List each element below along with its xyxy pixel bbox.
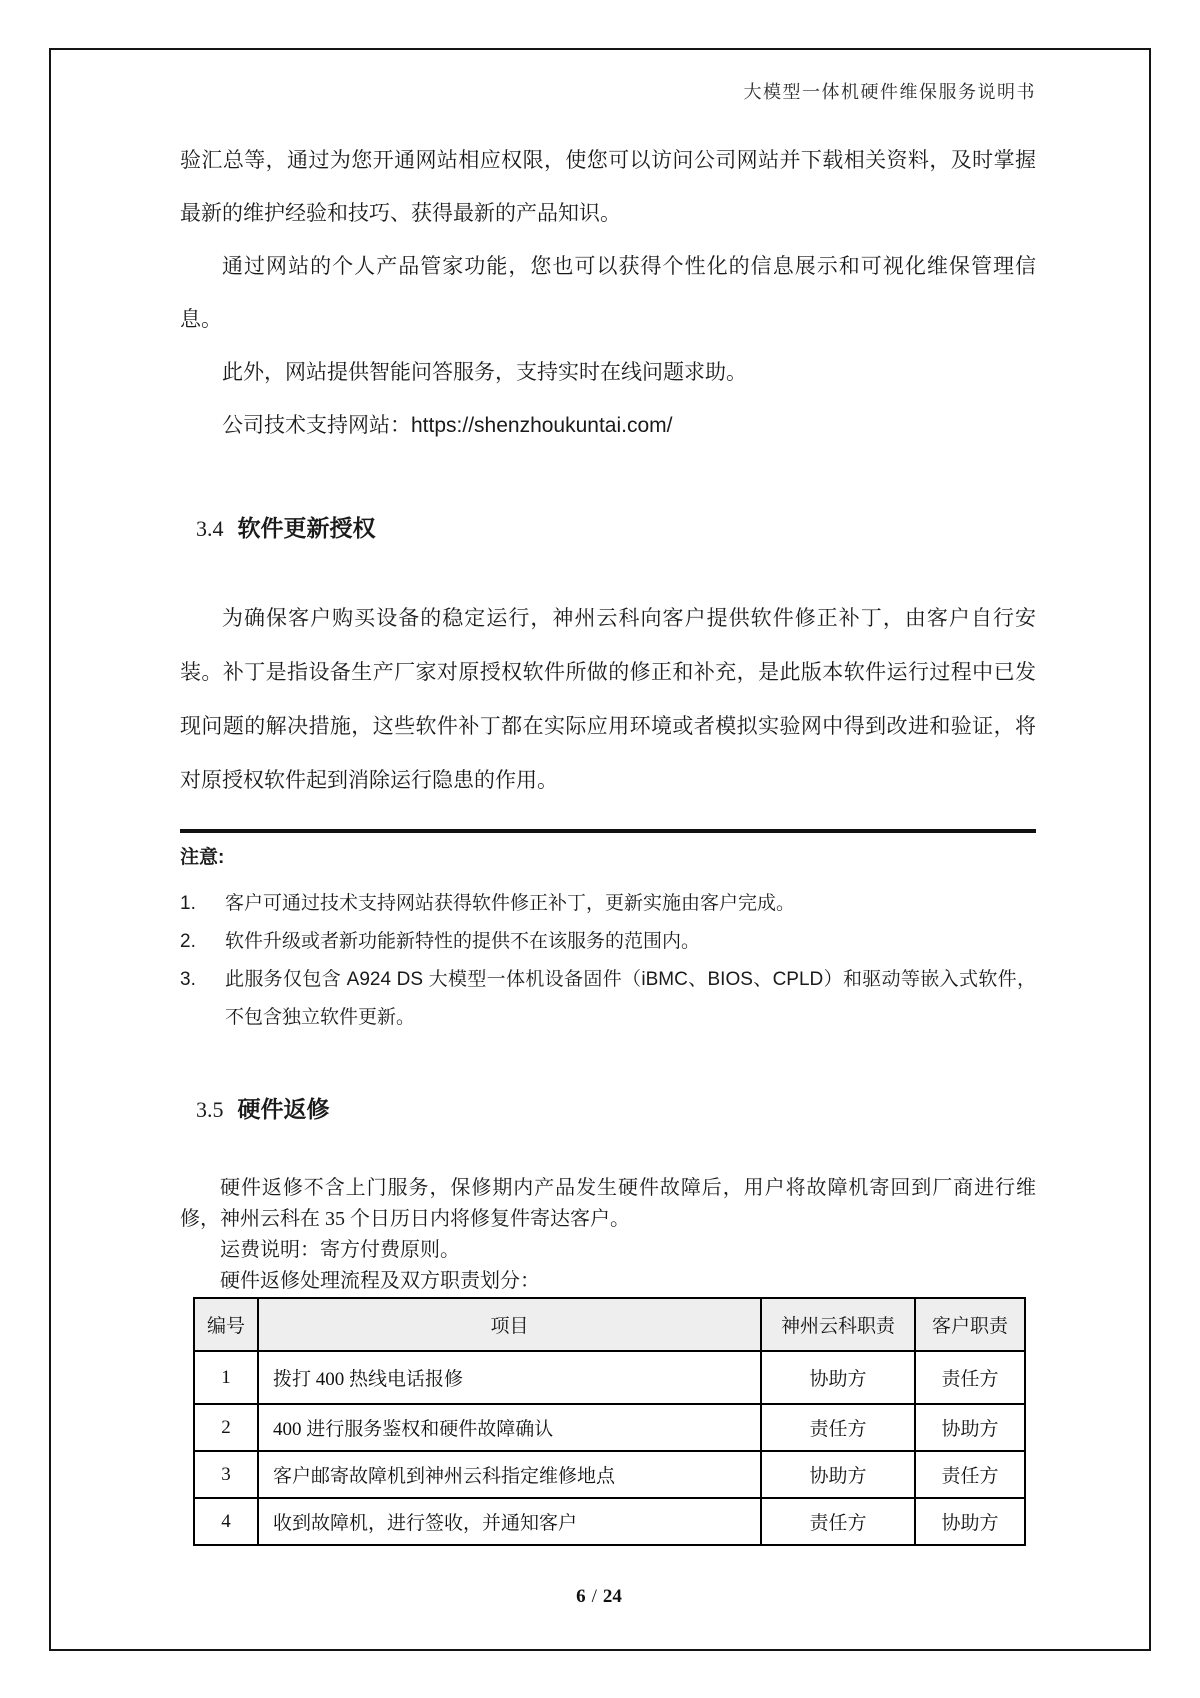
cell-customer-duty: 责任方 <box>915 1451 1025 1498</box>
cell-customer-duty: 协助方 <box>915 1404 1025 1451</box>
cell-customer-duty: 责任方 <box>915 1351 1025 1404</box>
section-3-5-title: 硬件返修 <box>237 1096 330 1122</box>
intro-paragraphs <box>180 134 1036 452</box>
cell-no: 4 <box>194 1498 258 1545</box>
support-site-label: 公司技术支持网站： <box>222 414 411 437</box>
section-3-4-number: 3.4 <box>196 516 224 541</box>
note-item-text: 软件升级或者新功能新特性的提供不在该服务的范围内。 <box>225 931 701 952</box>
table-header-vendor-duty: 神州云科职责 <box>761 1298 915 1351</box>
note-item-text: 客户可通过技术支持网站获得软件修正补丁，更新实施由客户完成。 <box>225 893 796 914</box>
cell-no: 1 <box>194 1351 258 1404</box>
note-item <box>180 961 1036 1037</box>
intro-paragraph-3: 此外，网站提供智能问答服务，支持实时在线问题求助。 <box>222 361 747 384</box>
note-item-text: 此服务仅包含 A924 DS 大模型一体机设备固件（iBMC、BIOS、CPLD）和驱动等嵌入式软件，不包含独立软件更新。 <box>225 969 1036 1028</box>
cell-item: 拨打 400 热线电话报修 <box>258 1351 761 1404</box>
note-item <box>180 923 1036 961</box>
page-footer <box>49 1584 1149 1610</box>
section-3-5-paragraph-3: 硬件返修处理流程及双方职责划分： <box>220 1270 540 1292</box>
footer-separator: / <box>591 1586 597 1607</box>
section-3-5-heading <box>180 1094 1036 1125</box>
page-content <box>180 0 1036 1546</box>
intro-paragraph-2: 通过网站的个人产品管家功能，您也可以获得个性化的信息展示和可视化维保管理信息。 <box>180 255 1036 331</box>
intro-paragraph-support-site <box>180 399 1036 452</box>
table-row <box>194 1498 1025 1545</box>
table-row <box>194 1451 1025 1498</box>
cell-vendor-duty: 协助方 <box>761 1451 915 1498</box>
cell-vendor-duty: 责任方 <box>761 1404 915 1451</box>
section-3-5-number: 3.5 <box>196 1097 224 1122</box>
cell-item: 客户邮寄故障机到神州云科指定维修地点 <box>258 1451 761 1498</box>
section-3-5-paragraph-1: 硬件返修不含上门服务，保修期内产品发生硬件故障后，用户将故障机寄回到厂商进行维修，神州云科在 35 个日历日内将修复件寄达客户。 <box>180 1177 1036 1230</box>
note-item-number: 1. <box>180 893 196 914</box>
table-header-item: 项目 <box>258 1298 761 1351</box>
note-label: 注意: <box>180 847 225 868</box>
table-row <box>194 1404 1025 1451</box>
table-row <box>194 1351 1025 1404</box>
page-header-title: 大模型一体机硬件维保服务说明书 <box>743 82 1036 102</box>
footer-page-number: 6 <box>576 1586 586 1607</box>
note-list <box>180 885 1036 1037</box>
section-3-4-heading <box>180 513 1036 544</box>
note-item <box>180 885 1036 923</box>
footer-total-pages: 24 <box>602 1586 622 1607</box>
cell-customer-duty: 协助方 <box>915 1498 1025 1545</box>
note-divider-rule <box>180 829 1036 833</box>
section-3-5-paragraph-2: 运费说明：寄方付费原则。 <box>220 1239 460 1261</box>
section-3-4-title: 软件更新授权 <box>237 515 376 541</box>
support-site-link[interactable]: https://shenzhoukuntai.com/ <box>411 414 673 437</box>
cell-no: 3 <box>194 1451 258 1498</box>
table-header-no: 编号 <box>194 1298 258 1351</box>
cell-item: 收到故障机，进行签收，并通知客户 <box>258 1498 761 1545</box>
cell-item: 400 进行服务鉴权和硬件故障确认 <box>258 1404 761 1451</box>
note-item-number: 2. <box>180 931 196 952</box>
cell-vendor-duty: 责任方 <box>761 1498 915 1545</box>
intro-paragraph-1: 验汇总等，通过为您开通网站相应权限，使您可以访问公司网站并下载相关资料，及时掌握最新的维护经验和技巧、获得最新的产品知识。 <box>180 149 1036 225</box>
section-3-5-paragraphs <box>180 1173 1036 1297</box>
table-header-customer-duty: 客户职责 <box>915 1298 1025 1351</box>
note-item-number: 3. <box>180 969 196 990</box>
table-header-row <box>194 1298 1025 1351</box>
responsibility-table <box>193 1297 1026 1546</box>
cell-no: 2 <box>194 1404 258 1451</box>
cell-vendor-duty: 协助方 <box>761 1351 915 1404</box>
section-3-4-body: 为确保客户购买设备的稳定运行，神州云科向客户提供软件修正补丁，由客户自行安装。补丁是指设备生产厂家对原授权软件所做的修正和补充，是此版本软件运行过程中已发现问题的解决措施，这些软件补丁都在实际应用环境或者模拟实验网中得到改进和验证，将对原授权软件起到消除运行隐患的作用。 <box>180 607 1036 792</box>
